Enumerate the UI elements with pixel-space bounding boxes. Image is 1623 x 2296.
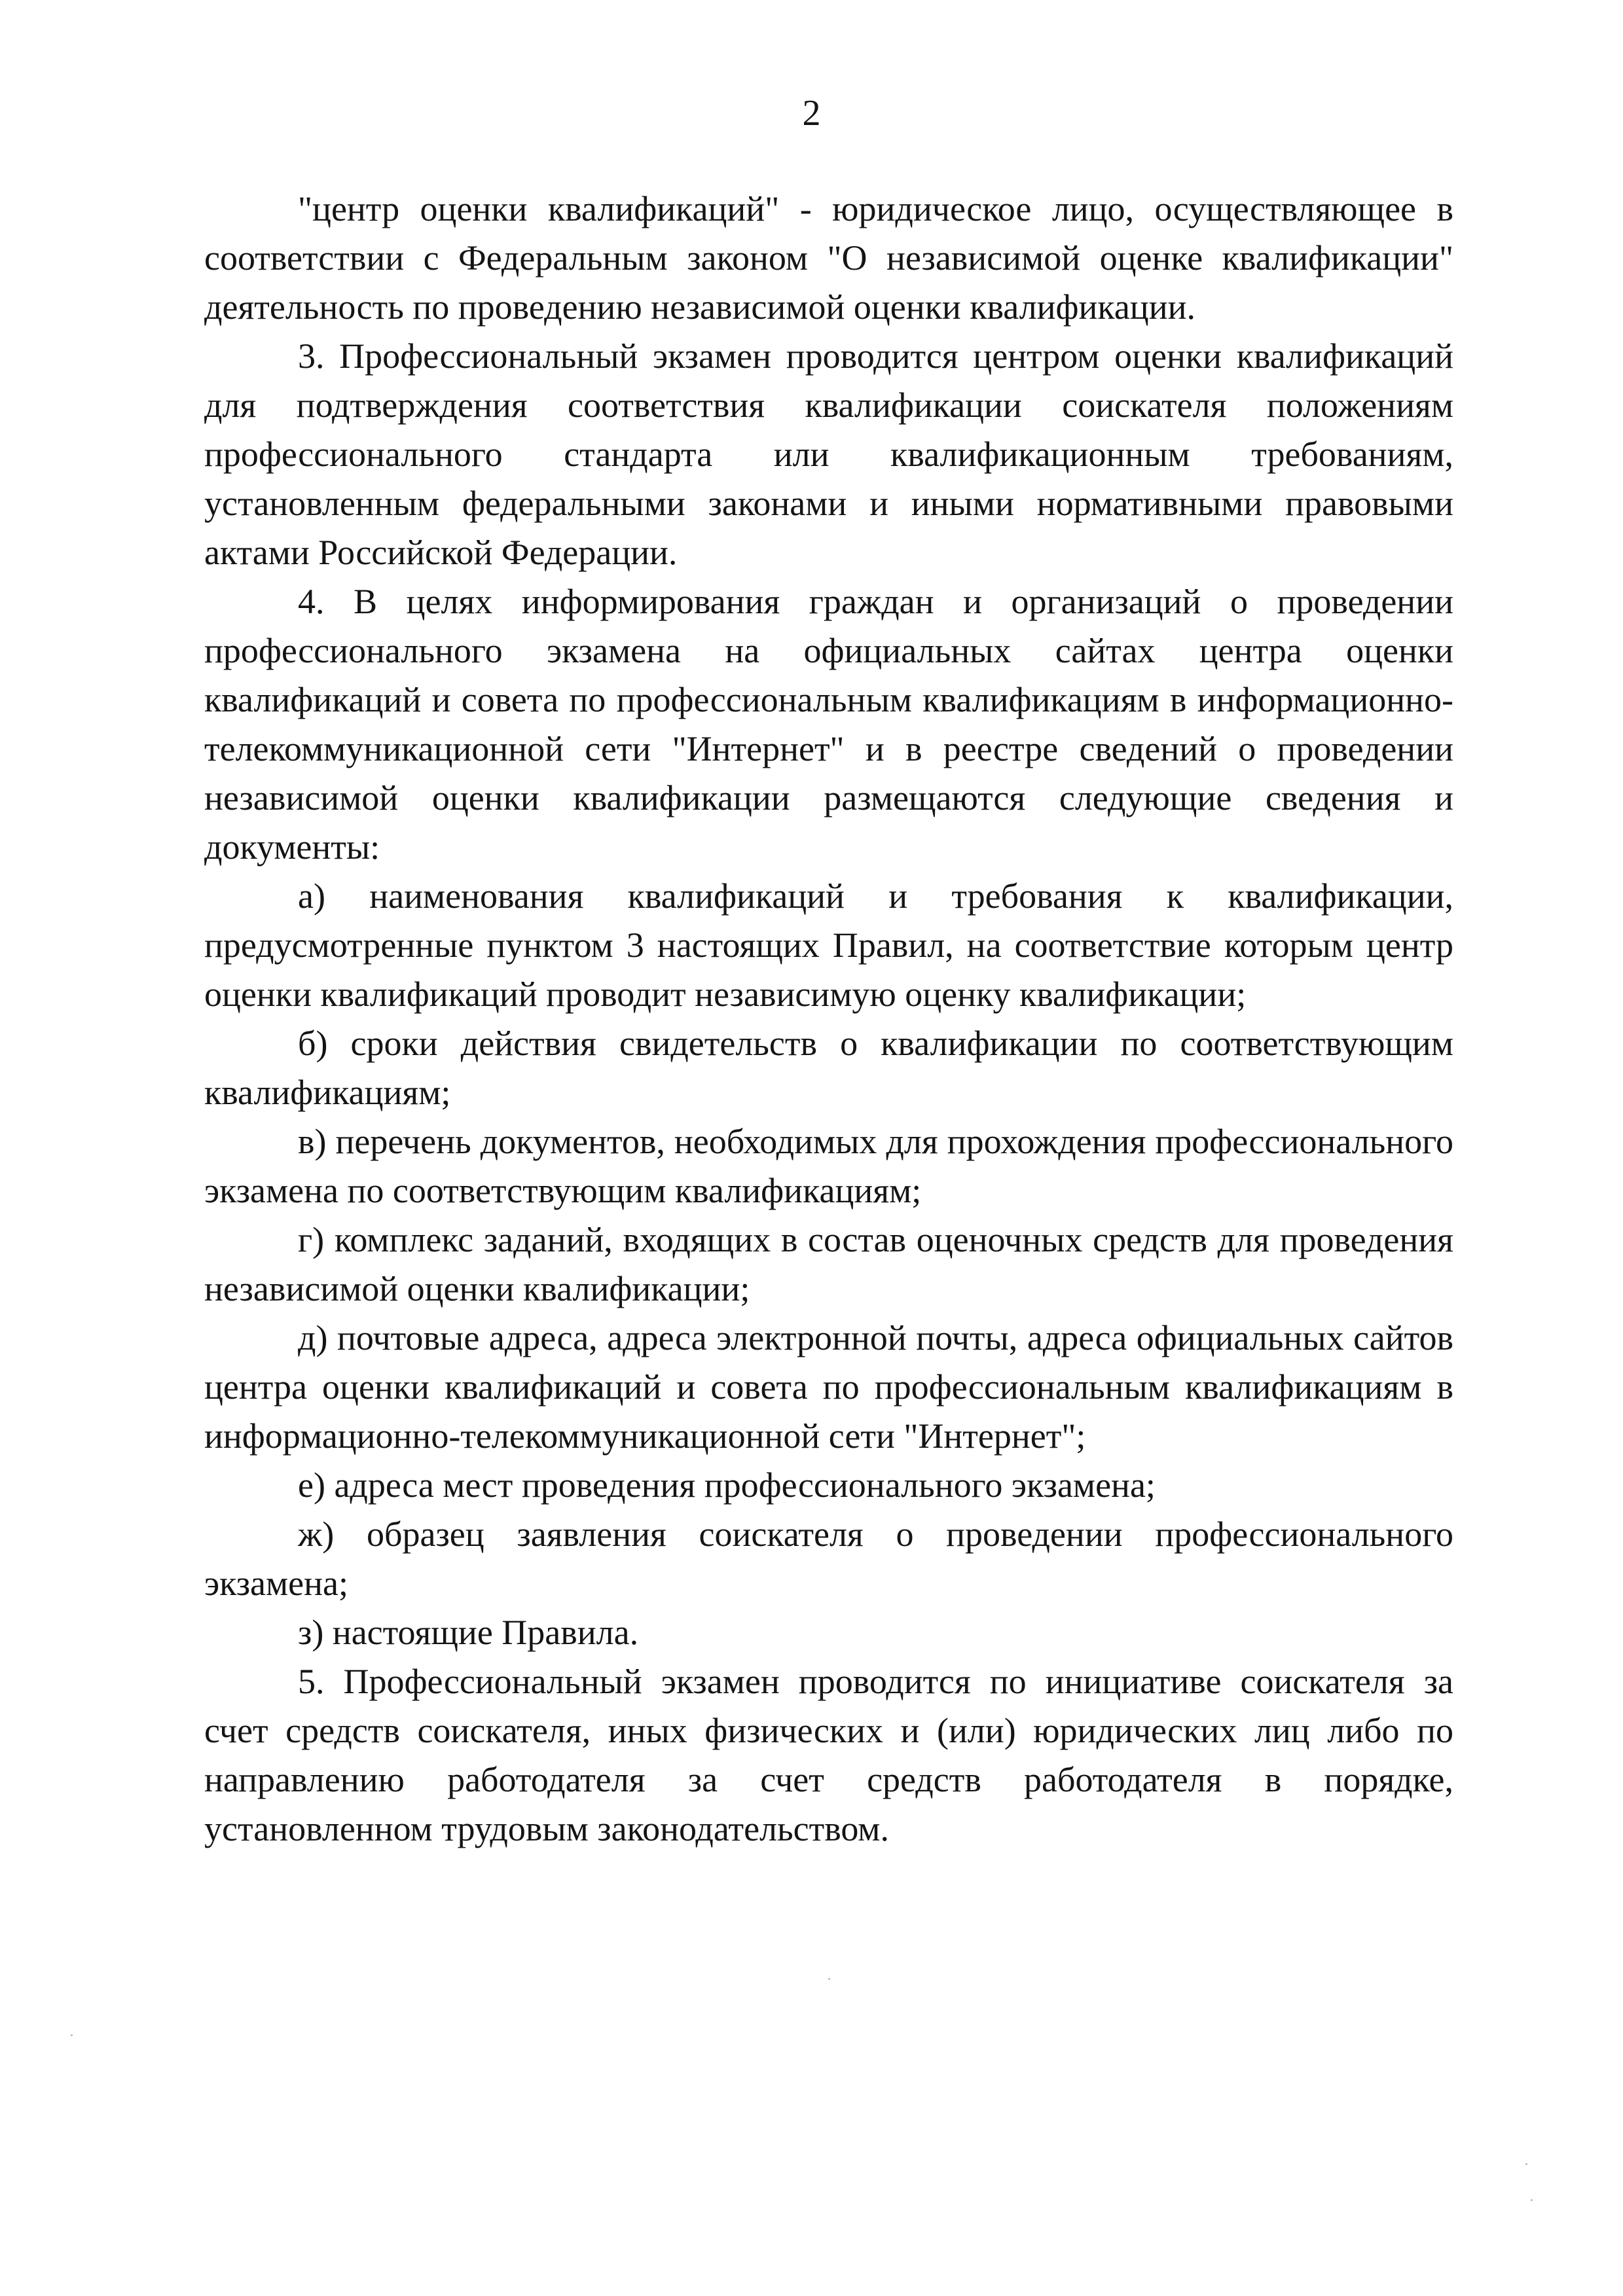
- scan-speck: [828, 1978, 830, 1980]
- document-body: [204, 185, 1453, 1854]
- subitem-e: е) адреса мест проведения профессионального экзамена;: [298, 1465, 1156, 1505]
- subitem-d: д) почтовые адреса, адреса электронной почты, адреса официальных сайтов центра оценки квалификаций и совета по профессиональным квалификациям в информационно-телекоммуникационной сети "Интернет";: [204, 1318, 1453, 1456]
- subitem-b: б) сроки действия свидетельств о квалификации по соответствующим квалификациям;: [204, 1024, 1453, 1112]
- paragraph-item-3: 3. Профессиональный экзамен проводится центром оценки квалификаций для подтверждения соответствия квалификации соискателя положениям профессионального стандарта или квалификационным требованиям, установленным федеральными законами и иными нормативными правовыми актами Российской Федерации.: [204, 336, 1453, 572]
- scan-speck: [1525, 2163, 1527, 2165]
- paragraph-item-4: 4. В целях информирования граждан и организаций о проведении профессионального экзамена на официальных сайтах центра оценки квалификаций и совета по профессиональным квалификациям в информационно-телекоммуникационной сети "Интернет" и в реестре сведений о проведении независимой оценки квалификации размещаются следующие сведения и документы:: [204, 582, 1453, 867]
- page-number: 2: [802, 93, 821, 134]
- subitem-z: з) настоящие Правила.: [298, 1613, 639, 1652]
- paragraph-definition: "центр оценки квалификаций" - юридическое лицо, осуществляющее в соответствии с Федеральным законом "О независимой оценке квалификации" деятельность по проведению независимой оценки квалификации.: [204, 189, 1453, 327]
- scan-speck: [1531, 2199, 1533, 2201]
- scan-speck: [71, 2034, 73, 2036]
- subitem-g: г) комплекс заданий, входящих в состав оценочных средств для проведения независимой оценки квалификации;: [204, 1220, 1453, 1308]
- subitem-v: в) перечень документов, необходимых для прохождения профессионального экзамена по соответствующим квалификациям;: [204, 1122, 1453, 1210]
- subitem-zh: ж) образец заявления соискателя о проведении профессионального экзамена;: [204, 1515, 1453, 1603]
- subitem-a: а) наименования квалификаций и требования к квалификации, предусмотренные пунктом 3 настоящих Правил, на соответствие которым центр оценки квалификаций проводит независимую оценку квалификации;: [204, 876, 1453, 1014]
- paragraph-item-5: 5. Профессиональный экзамен проводится по инициативе соискателя за счет средств соискателя, иных физических и (или) юридических лиц либо по направлению работодателя за счет средств работодателя в порядке, установленном трудовым законодательством.: [204, 1662, 1453, 1848]
